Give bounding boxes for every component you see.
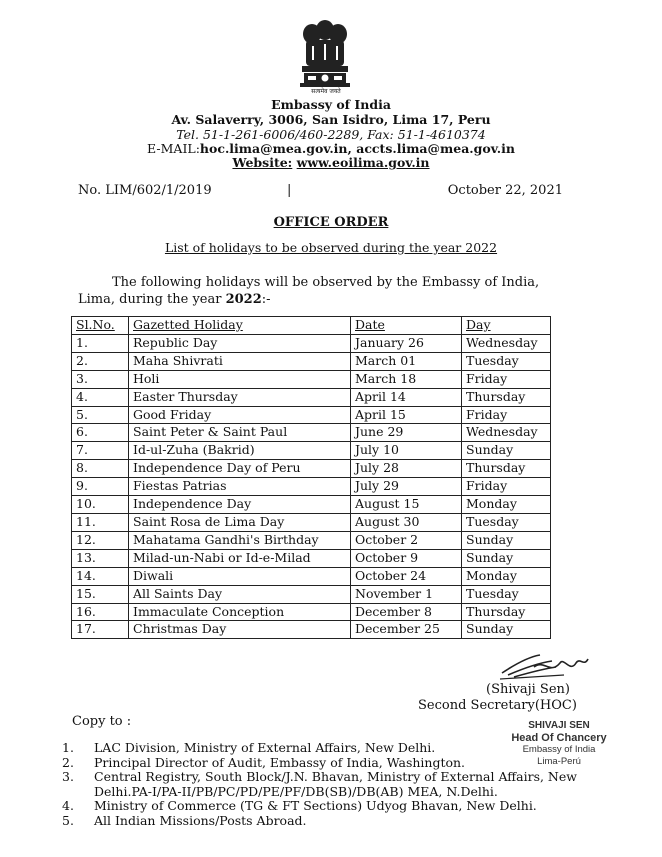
- col-header-holiday: Gazetted Holiday: [129, 317, 351, 335]
- cell-slno: 9.: [72, 478, 129, 496]
- table-row: [72, 603, 551, 621]
- website-link[interactable]: www.eoilima.gov.in: [296, 155, 430, 170]
- cell-day: Thursday: [462, 460, 551, 478]
- table-row: [72, 513, 551, 531]
- cell-day: Thursday: [462, 388, 551, 406]
- copy-to-label: Copy to :: [72, 714, 132, 729]
- cell-holiday: Christmas Day: [129, 621, 351, 639]
- list-item: 3. Central Registry, South Block/J.N. Bhavan, Ministry of External Affairs, New Delhi.PA-I/PA-II/PB/PC/PD/PE/PF/DB(SB)/DB(AB) MEA, N.Delhi.: [62, 769, 577, 799]
- cell-slno: 5.: [72, 406, 129, 424]
- cell-slno: 3.: [72, 370, 129, 388]
- table-row: [72, 460, 551, 478]
- cell-slno: 12.: [72, 531, 129, 549]
- cell-slno: 6.: [72, 424, 129, 442]
- cell-day: Friday: [462, 406, 551, 424]
- cell-slno: 7.: [72, 442, 129, 460]
- table-row: [72, 478, 551, 496]
- table-row: [72, 549, 551, 567]
- table-row: [72, 388, 551, 406]
- stamp-name: SHIVAJI SEN: [528, 720, 590, 731]
- org-address: Av. Salaverry, 3006, San Isidro, Lima 17, Peru: [171, 112, 491, 127]
- cell-slno: 2.: [72, 352, 129, 370]
- cell-date: December 8: [351, 603, 462, 621]
- stamp-location: Lima-Perú: [537, 756, 581, 767]
- signatory-designation: Second Secretary(HOC): [418, 698, 577, 713]
- list-item: 1. LAC Division, Ministry of External Affairs, New Delhi.: [62, 740, 436, 755]
- table-row: [72, 406, 551, 424]
- cell-slno: 1.: [72, 334, 129, 352]
- emblem-motto: सत्यमेव जयते: [311, 88, 341, 95]
- list-item: 2. Principal Director of Audit, Embassy of India, Washington.: [62, 754, 466, 770]
- cell-holiday: Maha Shivrati: [129, 352, 351, 370]
- cell-day: Tuesday: [462, 585, 551, 603]
- cell-day: Monday: [462, 567, 551, 585]
- cell-day: Sunday: [462, 531, 551, 549]
- document-title: OFFICE ORDER: [273, 215, 389, 230]
- cell-day: Wednesday: [462, 424, 551, 442]
- cell-holiday: Saint Peter & Saint Paul: [129, 424, 351, 442]
- email-label: E-MAIL:: [147, 141, 200, 156]
- cell-holiday: Id-ul-Zuha (Bakrid): [129, 442, 351, 460]
- email-value[interactable]: hoc.lima@mea.gov.in, accts.lima@mea.gov.in: [199, 141, 515, 156]
- intro-suffix: :-: [261, 292, 271, 307]
- cell-date: January 26: [351, 334, 462, 352]
- cell-date: October 2: [351, 531, 462, 549]
- col-header-date: Date: [351, 317, 462, 335]
- table-row: [72, 334, 551, 352]
- signature-image: [494, 645, 594, 685]
- cell-day: Monday: [462, 496, 551, 514]
- cell-slno: 17.: [72, 621, 129, 639]
- table-row: [72, 352, 551, 370]
- intro-year: 2022: [225, 292, 262, 307]
- table-row: [72, 621, 551, 639]
- col-header-day: Day: [462, 317, 551, 335]
- copy-to-list: [62, 741, 594, 829]
- cell-holiday: Mahatama Gandhi's Birthday: [129, 531, 351, 549]
- cell-holiday: Immaculate Conception: [129, 603, 351, 621]
- cell-date: April 15: [351, 406, 462, 424]
- list-item: 5. All Indian Missions/Posts Abroad.: [62, 812, 307, 828]
- signatory-name: (Shivaji Sen): [486, 682, 570, 697]
- cell-date: March 01: [351, 352, 462, 370]
- org-name: Embassy of India: [271, 97, 391, 112]
- table-row: [72, 370, 551, 388]
- list-item: 4. Ministry of Commerce (TG & FT Sections) Udyog Bhavan, New Delhi.: [62, 798, 537, 814]
- table-row: [72, 424, 551, 442]
- intro-text: The following holidays will be observed by the Embassy of India, Lima, during the year: [78, 275, 540, 307]
- cell-date: April 14: [351, 388, 462, 406]
- cell-holiday: Republic Day: [129, 334, 351, 352]
- cell-holiday: All Saints Day: [129, 585, 351, 603]
- cell-date: July 29: [351, 478, 462, 496]
- cell-slno: 14.: [72, 567, 129, 585]
- table-row: [72, 531, 551, 549]
- reference-number: No. LIM/602/1/2019: [78, 183, 212, 198]
- table-row: [72, 496, 551, 514]
- cell-date: August 30: [351, 513, 462, 531]
- cell-day: Thursday: [462, 603, 551, 621]
- org-website-line: [0, 155, 662, 170]
- cell-date: June 29: [351, 424, 462, 442]
- col-header-slno: Sl.No.: [72, 317, 129, 335]
- cell-date: October 9: [351, 549, 462, 567]
- cell-slno: 15.: [72, 585, 129, 603]
- cell-date: November 1: [351, 585, 462, 603]
- cell-slno: 11.: [72, 513, 129, 531]
- cell-day: Tuesday: [462, 513, 551, 531]
- cell-holiday: Holi: [129, 370, 351, 388]
- cell-holiday: Independence Day: [129, 496, 351, 514]
- cell-day: Sunday: [462, 442, 551, 460]
- cell-holiday: Milad-un-Nabi or Id-e-Milad: [129, 549, 351, 567]
- cell-holiday: Saint Rosa de Lima Day: [129, 513, 351, 531]
- cell-date: July 10: [351, 442, 462, 460]
- cell-date: August 15: [351, 496, 462, 514]
- order-date: October 22, 2021: [447, 183, 563, 198]
- cell-date: March 18: [351, 370, 462, 388]
- website-label: Website:: [232, 155, 293, 170]
- holiday-table: [71, 316, 551, 639]
- document-subtitle: List of holidays to be observed during the year 2022: [164, 240, 498, 255]
- stamp-org: Embassy of India: [522, 744, 596, 755]
- table-row: [72, 567, 551, 585]
- cell-day: Wednesday: [462, 334, 551, 352]
- cell-date: July 28: [351, 460, 462, 478]
- cell-day: Sunday: [462, 621, 551, 639]
- table-row: [72, 442, 551, 460]
- intro-paragraph: [78, 274, 568, 308]
- org-phone: Tel. 51-1-261-6006/460-2289, Fax: 51-1-4610374: [176, 127, 486, 142]
- cell-day: Friday: [462, 478, 551, 496]
- stamp-title: Head Of Chancery: [511, 732, 607, 744]
- cell-slno: 8.: [72, 460, 129, 478]
- cell-day: Friday: [462, 370, 551, 388]
- table-header-row: [72, 317, 551, 335]
- reference-separator: |: [287, 183, 292, 198]
- cell-day: Tuesday: [462, 352, 551, 370]
- cell-holiday: Independence Day of Peru: [129, 460, 351, 478]
- cell-slno: 16.: [72, 603, 129, 621]
- cell-holiday: Easter Thursday: [129, 388, 351, 406]
- cell-day: Sunday: [462, 549, 551, 567]
- cell-holiday: Fiestas Patrias: [129, 478, 351, 496]
- cell-slno: 4.: [72, 388, 129, 406]
- cell-date: December 25: [351, 621, 462, 639]
- cell-holiday: Diwali: [129, 567, 351, 585]
- cell-slno: 10.: [72, 496, 129, 514]
- cell-slno: 13.: [72, 549, 129, 567]
- cell-holiday: Good Friday: [129, 406, 351, 424]
- table-row: [72, 585, 551, 603]
- org-email-line: [0, 141, 662, 156]
- cell-date: October 24: [351, 567, 462, 585]
